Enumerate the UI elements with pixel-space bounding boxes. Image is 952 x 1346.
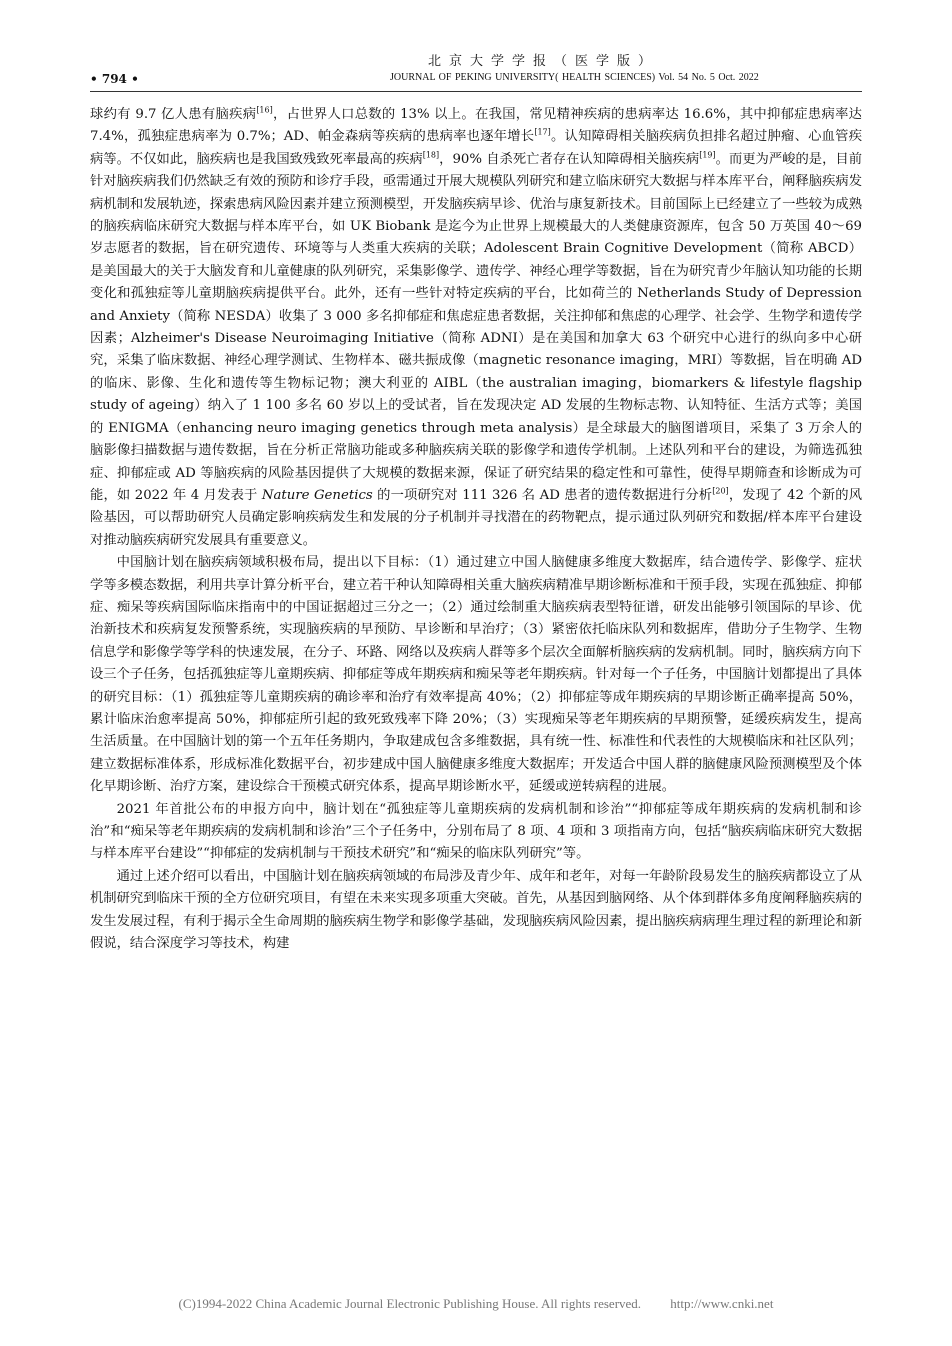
citation-ref: [19]: [699, 150, 716, 160]
citation-ref: [18]: [422, 150, 440, 160]
running-header: [90, 50, 862, 90]
page-number: • 794 •: [90, 72, 139, 86]
page-footer: [0, 1296, 952, 1312]
copyright-notice: (C)1994-2022 China Academic Journal Electronic Publishing House. All rights reserved.: [178, 1296, 642, 1311]
cnki-link[interactable]: http://www.cnki.net: [670, 1296, 774, 1311]
text-run: 2021 年首批公布的申报方向中，脑计划在“孤独症等儿童期疾病的发病机制和诊治”“抑郁症等成年期疾病的发病机制和诊治”和“痴呆等老年期疾病的发病机制和诊治”三个子任务中，分别布局了 8 项、4 项和 3 项指南方向，包括“脑疾病临床研究大数据与样本库平台建设”“抑郁症的发病机制与干预技术研究”和“痴呆的临床队列研究”等。: [90, 801, 862, 862]
text-run: 球约有 9.7 亿人患有脑疾病: [90, 107, 257, 122]
journal-title-chinese: 北京大学学报（医学版）: [428, 54, 660, 69]
body-paragraph: [90, 799, 862, 866]
article-body: [90, 104, 862, 955]
journal-title-english: JOURNAL OF PEKING UNIVERSITY( HEALTH SCIENCES) Vol. 54 No. 5 Oct. 2022: [390, 72, 759, 83]
text-run: ，90% 自杀死亡者存在认知障碍相关脑疾病: [439, 151, 700, 167]
text-run: 中国脑计划在脑疾病领域积极布局，提出以下目标：（1）通过建立中国人脑健康多维度大数据库，结合遗传学、影像学、症状学等多模态数据，利用共享计算分析平台，建立若干种认知障碍相关重大脑疾病精准早期诊断标准和干预手段，实现在孤独症、抑郁症、痴呆等疾病国际临床指南中的中国证据超过三分之一；（2）通过绘制重大脑疾病表型特征谱，研发出能够引领国际的早诊、优治新技术和疾病复发预警系统，实现脑疾病的早预防、早诊断和早治疗；（3）紧密依托临床队列和数据库，借助分子生物学、生物信息学和影像学等学科的快速发展，在分子、环路、网络以及疾病人群等多个层次全面解析脑疾病的发病机制。同时，脑疾病方向下设三个子任务，包括孤独症等儿童期疾病、抑郁症等成年期疾病和痴呆等老年期疾病。针对每一个子任务，中国脑计划都提出了具体的研究目标：（1）孤独症等儿童期疾病的确诊率和治疗有效率提高 40%；（2）抑郁症等成年期疾病的早期诊断正确率提高 50%，累计临床治愈率提高 50%，抑郁症所引起的致死致残率下降 20%；（3）实现痴呆等老年期疾病的早期预警，延缓疾病发生，提高生活质量。在中国脑计划的第一个五年任务期内，争取建成包含多维数据，具有统一性、标准性和代表性的大规模临床和社区队列；建立数据标准体系，形成标准化数据平台，初步建成中国人脑健康多维度大数据库；开发适合中国人群的脑健康风险预测模型及个体化早期诊断、治疗方案，建设综合干预模式研究体系，提高早期诊断水平，延缓或逆转病程的进展。: [90, 555, 862, 795]
text-run: ，发现了 42 个新的风险基因，可以帮助研究人员确定影响疾病发生和发展的分子机制并寻找潜在的药物靶点，提示通过队列研究和数据/样本库平台建设对推动脑疾病研究发展具有重要意义。: [90, 487, 862, 548]
text-run: 的一项研究对 111 326 名 AD 患者的遗传数据进行分析: [372, 487, 713, 503]
text-run: ，占世界人口总数的 13% 以上。在我国，常见精神疾病的患病率达 16.6%，其中抑郁症患病率达 7.4%，孤独症患病率为 0.7%；AD、帕金森病等疾病的患病率也逐年增长: [90, 107, 862, 145]
citation-ref: [20]: [712, 486, 729, 496]
body-paragraph: [90, 104, 862, 552]
body-paragraph: [90, 866, 862, 956]
body-paragraph: [90, 552, 862, 798]
journal-name: Nature Genetics: [261, 487, 373, 503]
text-run: 。认知障碍相关脑疾病负担排名超过肿瘤、心血管疾病等。不仅如此，脑疾病也是我国致残致死率最高的疾病: [90, 129, 862, 167]
citation-ref: [16]: [256, 105, 273, 115]
text-run: 通过上述介绍可以看出，中国脑计划在脑疾病领域的布局涉及青少年、成年和老年，对每一年龄阶段易发生的脑疾病都设立了从机制研究到临床干预的全方位研究项目，有望在未来实现多项重大突破。首先，从基因到脑网络、从个体到群体多角度阐释脑疾病的发生发展过程，有利于揭示全生命周期的脑疾病生物学和影像学基础，发现脑疾病风险因素，提出脑疾病病理生理过程的新理论和新假说，结合深度学习等技术，构建: [90, 868, 862, 952]
text-run: 。而更为严峻的是，目前针对脑疾病我们仍然缺乏有效的预防和诊疗手段，亟需通过开展大规模队列研究和建立临床研究大数据与样本库平台，阐释脑疾病发病机制和发展轨迹，探索患病风险因素并建立预测模型，开发脑疾病早诊、优治与康复新技术。目前国际上已经建立了一些较为成熟的脑疾病临床研究大数据与样本库平台，如 UK Biobank 是迄今为止世界上规模最大的人类健康资源库，包含 50 万英国 40～69 岁志愿者的数据，旨在研究遗传、环境等与人类重大疾病的关联；Adolescent Brain Cognitive Development（简称 ABCD）是美国最大的关于大脑发育和儿童健康的队列研究，采集影像学、遗传学、神经心理学等数据，旨在为研究青少年脑认知功能的长期变化和孤独症等儿童期脑疾病提供平台。此外，还有一些针对特定疾病的平台，比如荷兰的 Netherlands Study of Depression and Anxiety（简称 NESDA）收集了 3 000 多名抑郁症和焦虑症患者数据，关注抑郁和焦虑的心理学、社会学、生物学和遗传学因素；Alzheimer's Disease Neuroimaging Initiative（简称 ADNI）是在美国和加拿大 63 个研究中心进行的纵向多中心研究，采集了临床数据、神经心理学测试、生物样本、磁共振成像（magnetic resonance imaging，MRI）等数据，旨在明确 AD 的临床、影像、生化和遗传等生物标记物；澳大利亚的 AIBL（the australian imaging，biomarkers & lifestyle flagship study of ageing）纳入了 1 100 多名 60 岁以上的受试者，旨在发现决定 AD 发展的生物标志物、认知特征、生活方式等；美国的 ENIGMA（enhancing neuro imaging genetics through meta analysis）是全球最大的脑图谱项目，采集了 3 万余人的脑影像扫描数据与遗传数据，旨在分析正常脑功能或多种脑疾病关联的影像学和遗传学机制。上述队列和平台的建设，为筛选孤独症、抑郁症或 AD 等脑疾病的风险基因提供了大规模的数据来源，保证了研究结果的稳定性和可靠性，使得早期筛查和诊断成为可能，如 2022 年 4 月发表于: [90, 151, 863, 503]
header-rule: [90, 91, 862, 92]
citation-ref: [17]: [534, 127, 551, 137]
